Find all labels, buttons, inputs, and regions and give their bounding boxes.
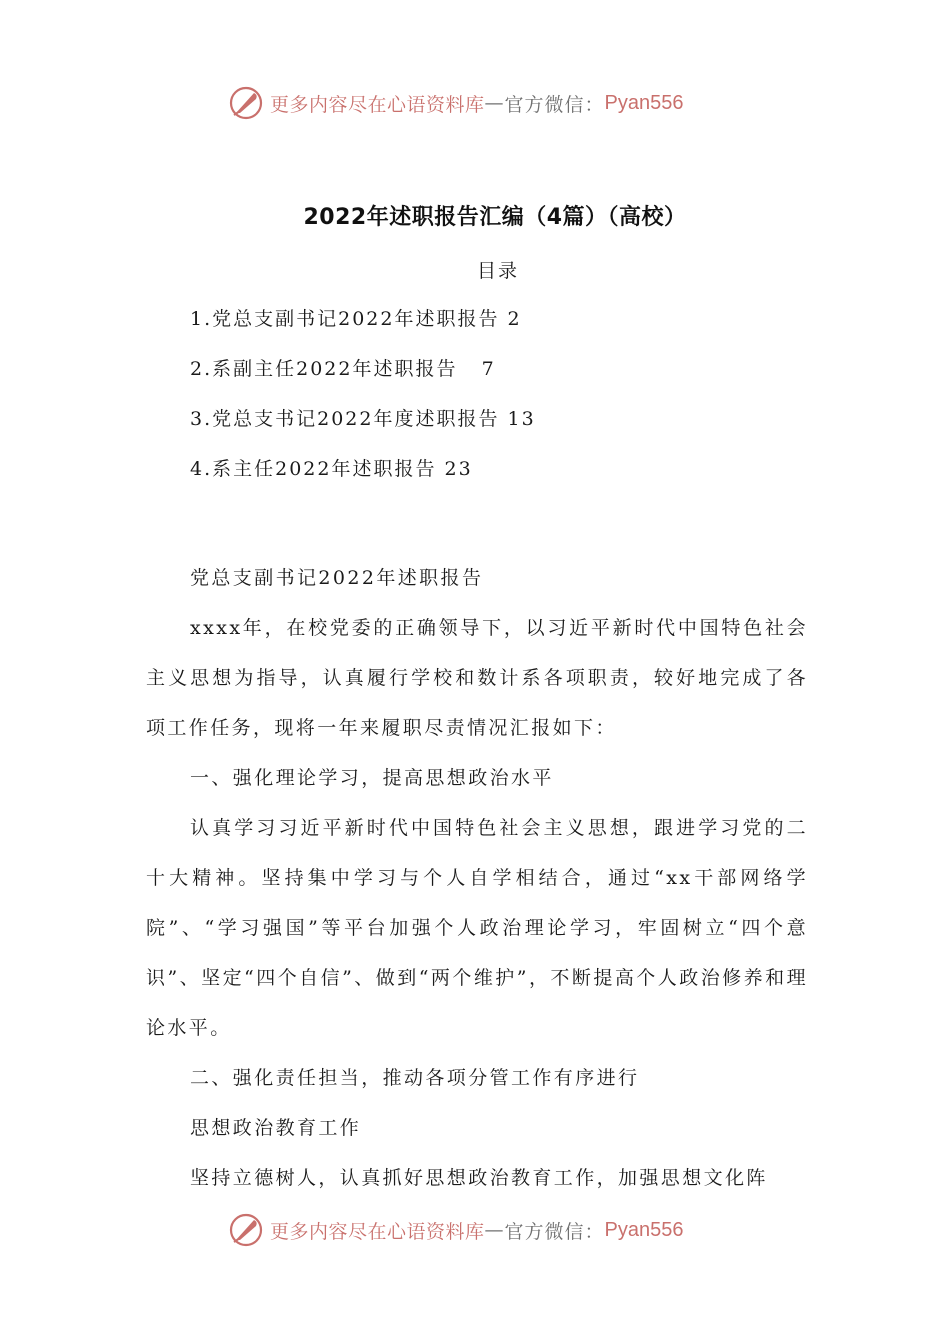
watermark-wechat-id: Pyan556: [604, 1218, 684, 1241]
toc-heading: 目录: [476, 260, 519, 282]
watermark-official-label: 官方微信：: [504, 1220, 605, 1243]
quill-logo-icon: [228, 1212, 264, 1248]
toc-item: 4.系主任2022年述职报告 23: [190, 458, 473, 480]
watermark-footer: [228, 1210, 684, 1250]
subsection-heading: 思想政治教育工作: [190, 1117, 362, 1139]
toc-item: 3.党总支书记2022年度述职报告 13: [190, 408, 536, 430]
paragraph: 坚持立德树人，认真抓好思想政治教育工作，加强思想文化阵: [190, 1167, 768, 1189]
watermark-text: 更多内容尽在心语资料库: [270, 93, 485, 116]
document-body: [146, 553, 808, 1203]
toc-item: 1.党总支副书记2022年述职报告 2: [190, 308, 522, 330]
watermark-wechat-id: Pyan556: [604, 91, 684, 114]
section-heading: 党总支副书记2022年述职报告: [190, 567, 484, 589]
watermark-official-label: 官方微信：: [504, 93, 605, 116]
section-heading: 二、强化责任担当，推动各项分管工作有序进行: [190, 1067, 640, 1089]
watermark-dash: —: [484, 1219, 505, 1241]
section-heading: 一、强化理论学习，提高思想政治水平: [190, 767, 554, 789]
watermark-header: [228, 83, 684, 123]
table-of-contents: [190, 305, 536, 505]
quill-logo-icon: [228, 85, 264, 121]
paragraph: xxxx年，在校党委的正确领导下，以习近平新时代中国特色社会主义思想为指导，认真履行学校和数计系各项职责，较好地完成了各项工作任务，现将一年来履职尽责情况汇报如下：: [146, 617, 808, 739]
watermark-dash: —: [484, 92, 505, 114]
document-title: 2022年述职报告汇编（4篇）（高校）: [303, 205, 687, 230]
toc-item: 2.系副主任2022年述职报告 7: [190, 358, 496, 380]
paragraph: 认真学习习近平新时代中国特色社会主义思想，跟进学习党的二十大精神。坚持集中学习与个人自学相结合，通过“xx干部网络学院”、“学习强国”等平台加强个人政治理论学习，牢固树立“四个意识”、坚定“四个自信”、做到“两个维护”，不断提高个人政治修养和理论水平。: [146, 817, 808, 1039]
watermark-text: 更多内容尽在心语资料库: [270, 1220, 485, 1243]
